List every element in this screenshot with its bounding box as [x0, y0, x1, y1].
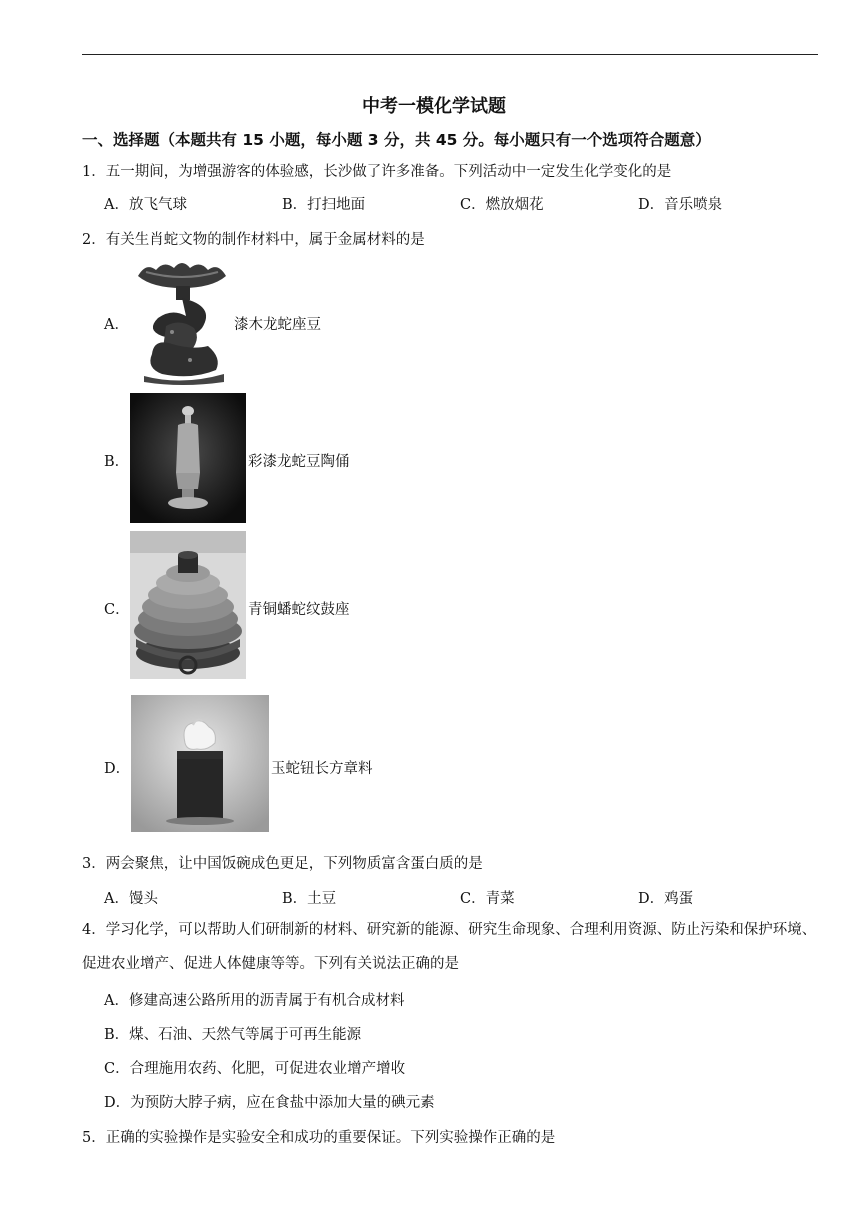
q2-option-d-caption: 玉蛇钮长方章料: [271, 761, 373, 777]
question-4-stem: 4．学习化学，可以帮助人们研制新的材料、研究新的能源、研究生命现象、合理利用资源、防止污染和保护环境、促进农业增产、促进人体健康等等。下列有关说法正确的是: [82, 922, 817, 972]
q3-option-c[interactable]: C．青菜: [460, 891, 515, 907]
q1-option-a[interactable]: A．放飞气球: [104, 197, 187, 213]
jade-seal-image: [131, 695, 269, 832]
q4-option-d[interactable]: D．为预防大脖子病，应在食盐中添加大量的碘元素: [104, 1095, 435, 1111]
question-1-stem: 1．五一期间，为增强游客的体验感，长沙做了许多准备。下列活动中一定发生化学变化的是: [82, 164, 672, 180]
question-3-options: [104, 887, 816, 908]
q1-option-b[interactable]: B．打扫地面: [282, 197, 366, 213]
q2-option-a-caption: 漆木龙蛇座豆: [234, 317, 321, 333]
question-5-stem: 5．正确的实验操作是实验安全和成功的重要保证。下列实验操作正确的是: [82, 1130, 556, 1146]
q1-option-d[interactable]: D．音乐喷泉: [638, 197, 723, 213]
q3-option-b[interactable]: B．土豆: [282, 891, 337, 907]
question-2-stem: 2．有关生肖蛇文物的制作材料中，属于金属材料的是: [82, 232, 425, 248]
bronze-drum-base-image: [130, 531, 246, 679]
lacquer-stand-image: [132, 258, 232, 388]
q2-option-b-letter[interactable]: B．: [104, 454, 130, 470]
q2-option-c-letter[interactable]: C．: [104, 602, 130, 618]
q4-option-b[interactable]: B．煤、石油、天然气等属于可再生能源: [104, 1027, 362, 1043]
header-rule: [82, 54, 818, 55]
q2-option-a-letter[interactable]: A．: [104, 317, 129, 333]
q3-option-a[interactable]: A．馒头: [104, 891, 158, 907]
figurine-image: [130, 393, 246, 523]
page-title: 中考一模化学试题: [362, 96, 506, 117]
q2-option-d-letter[interactable]: D．: [104, 761, 131, 777]
q4-option-a[interactable]: A．修建高速公路所用的沥青属于有机合成材料: [104, 993, 405, 1009]
question-3-stem: 3．两会聚焦，让中国饭碗成色更足，下列物质富含蛋白质的是: [82, 856, 483, 872]
q4-option-c[interactable]: C．合理施用农药、化肥，可促进农业增产增收: [104, 1061, 406, 1077]
q2-option-b-caption: 彩漆龙蛇豆陶俑: [248, 454, 350, 470]
question-1-options: [104, 193, 816, 214]
section-heading: 一、选择题（本题共有 15 小题，每小题 3 分，共 45 分。每小题只有一个选项符合题意）: [82, 131, 711, 149]
q1-option-c[interactable]: C．燃放烟花: [460, 197, 544, 213]
q2-option-c-caption: 青铜蟠蛇纹鼓座: [248, 602, 350, 618]
q3-option-d[interactable]: D．鸡蛋: [638, 891, 694, 907]
